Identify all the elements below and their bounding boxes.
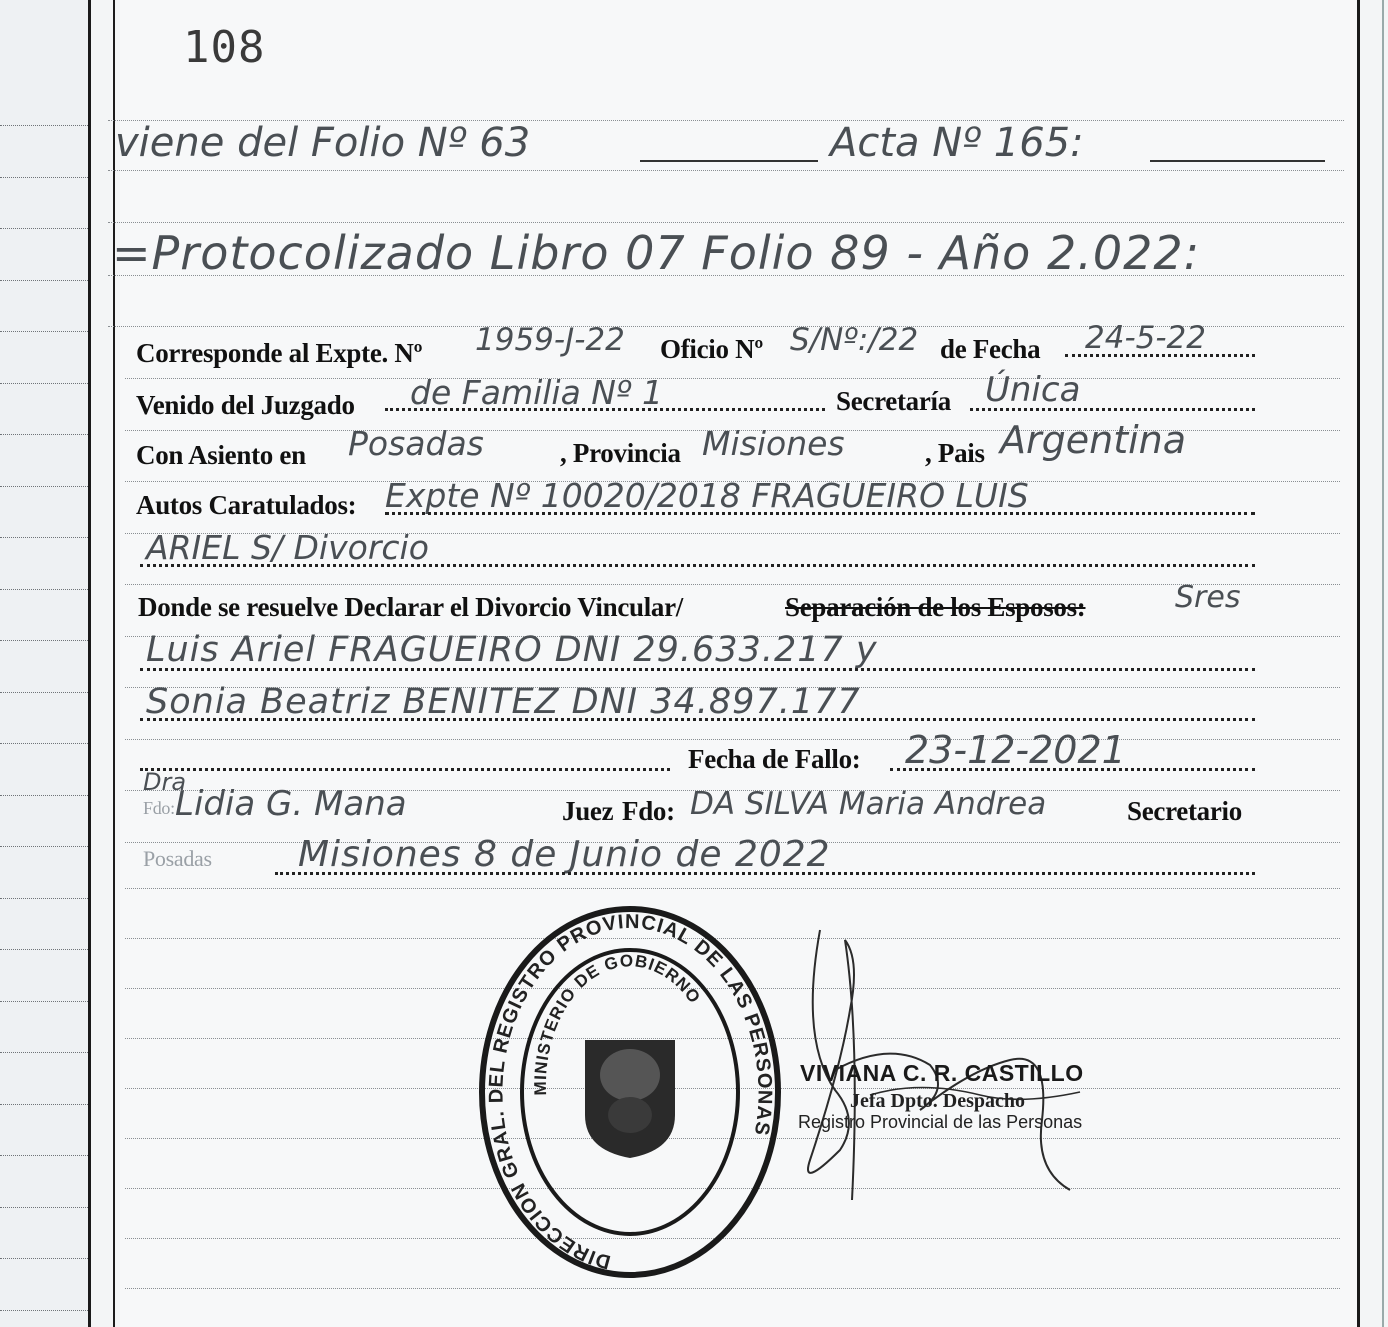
place-value: Misiones 8 de Junio de 2022 <box>298 834 831 875</box>
secretario-value: DA SILVA Maria Andrea <box>690 786 1047 822</box>
fecha-value: 24-5-22 <box>1085 320 1206 356</box>
folio-number: 108 <box>183 22 266 73</box>
dotted-fill <box>1065 354 1255 357</box>
juez-label: Juez <box>562 796 614 826</box>
dotted-fill <box>385 512 1255 515</box>
margin-ruled-line <box>0 537 88 538</box>
margin-ruled-line <box>0 692 88 693</box>
margin-ruled-line <box>0 486 88 487</box>
left-margin <box>0 0 90 1327</box>
asiento-label: Con Asiento en <box>136 440 306 470</box>
pais-label: , Pais <box>925 438 985 468</box>
secretaria-value: Única <box>985 370 1081 410</box>
expte-value: 1959-J-22 <box>475 322 625 358</box>
margin-ruled-line <box>0 383 88 384</box>
margin-ruled-line <box>0 434 88 435</box>
margin-ruled-line <box>0 1001 88 1002</box>
secretario-label: Secretario <box>1127 796 1242 826</box>
dotted-fill <box>140 668 1255 671</box>
provincia-value: Misiones <box>702 424 845 463</box>
stamp-inner-text: MINISTERIO DE GOBIERNO <box>530 951 705 1096</box>
oficio-value: S/Nº:/22 <box>790 322 919 358</box>
resuelve-label: Donde se resuelve Declarar el Divorcio Vincular/ <box>138 592 684 622</box>
autos-value-line2: ARIEL S/ Divorcio <box>146 528 429 567</box>
juez-title: Dra <box>143 768 187 796</box>
secretaria-label: Secretaría <box>836 386 951 416</box>
autos-value-line1: Expte Nº 10020/2018 FRAGUEIRO LUIS <box>385 476 1029 515</box>
margin-ruled-line <box>0 1310 88 1311</box>
margin-ruled-line <box>0 949 88 950</box>
left-border-line <box>113 0 115 1327</box>
margin-ruled-line <box>0 280 88 281</box>
signatory-role: Jefa Dpto. Despacho <box>850 1090 1025 1112</box>
sheet-ruled-line <box>108 170 1344 171</box>
margin-ruled-line <box>0 640 88 641</box>
margin-ruled-line <box>0 1155 88 1156</box>
place-label: Posadas <box>143 846 212 871</box>
dotted-fill <box>970 408 1255 411</box>
sheet-ruled-line <box>125 888 1340 889</box>
margin-ruled-line <box>0 795 88 796</box>
asiento-value: Posadas <box>348 424 484 463</box>
protocol-line: =Protocolizado Libro 07 Folio 89 - Año 2.022: <box>112 226 1201 280</box>
official-stamp <box>470 900 790 1285</box>
fecha-label: de Fecha <box>940 334 1041 364</box>
margin-ruled-line <box>0 228 88 229</box>
margin-ruled-line <box>0 1207 88 1208</box>
fallo-value: 23-12-2021 <box>905 728 1126 772</box>
margin-ruled-line <box>0 1104 88 1105</box>
margin-ruled-line <box>0 589 88 590</box>
resuelve-struck-option: Separación de los Esposos: <box>785 592 1086 622</box>
signatory-org: Registro Provincial de las Personas <box>798 1112 1083 1132</box>
margin-ruled-line <box>0 1052 88 1053</box>
acta-number: Acta Nº 165: <box>830 120 1084 166</box>
margin-ruled-line <box>0 846 88 847</box>
spouse-2: Sonia Beatriz BENITEZ DNI 34.897.177 <box>146 682 861 722</box>
juzgado-label: Venido del Juzgado <box>136 390 355 420</box>
underline <box>640 160 818 162</box>
viene-del-folio: viene del Folio Nº 63 <box>115 120 531 166</box>
sheet-ruled-line <box>125 378 1340 379</box>
sheet-ruled-line <box>125 739 1340 740</box>
expte-label: Corresponde al Expte. Nº <box>136 338 423 368</box>
dotted-fill <box>140 718 1255 721</box>
signatory-name: VIVIANA C. R. CASTILLO <box>800 1060 1084 1086</box>
margin-ruled-line <box>0 1258 88 1259</box>
secretario-fdo-prefix: Fdo: <box>622 796 675 826</box>
fallo-label: Fecha de Fallo: <box>688 744 861 774</box>
juez-fdo-prefix: Fdo: <box>143 798 175 818</box>
margin-ruled-line <box>0 331 88 332</box>
dotted-fill <box>890 768 1255 771</box>
underline <box>1150 160 1325 162</box>
oficio-label: Oficio Nº <box>660 334 763 364</box>
sheet-ruled-line <box>125 584 1340 585</box>
dotted-fill <box>140 768 670 771</box>
sheet-ruled-line <box>125 1288 1340 1289</box>
stamp-outer-text: DIRECCION GRAL. DEL REGISTRO PROVINCIAL DE LAS PERSONAS <box>485 910 776 1273</box>
dotted-fill <box>140 564 1255 567</box>
provincia-label: , Provincia <box>560 438 681 468</box>
juzgado-value: de Familia Nº 1 <box>410 373 664 412</box>
right-border-line <box>1357 0 1360 1327</box>
dotted-fill <box>275 872 1255 875</box>
coat-of-arms-icon <box>585 1040 675 1158</box>
right-edge-line <box>1382 0 1384 1327</box>
margin-ruled-line <box>0 743 88 744</box>
spouse-1: Luis Ariel FRAGUEIRO DNI 29.633.217 y <box>146 630 878 670</box>
dotted-fill <box>385 408 825 411</box>
binding-line <box>88 0 91 1327</box>
margin-ruled-line <box>0 177 88 178</box>
margin-ruled-line <box>0 125 88 126</box>
autos-label: Autos Caratulados: <box>136 490 357 520</box>
resuelve-value: Sres <box>1175 580 1241 615</box>
juez-value: Lidia G. Mana <box>175 784 407 824</box>
pais-value: Argentina <box>1000 418 1187 462</box>
margin-ruled-line <box>0 898 88 899</box>
sheet-ruled-line <box>108 222 1344 223</box>
